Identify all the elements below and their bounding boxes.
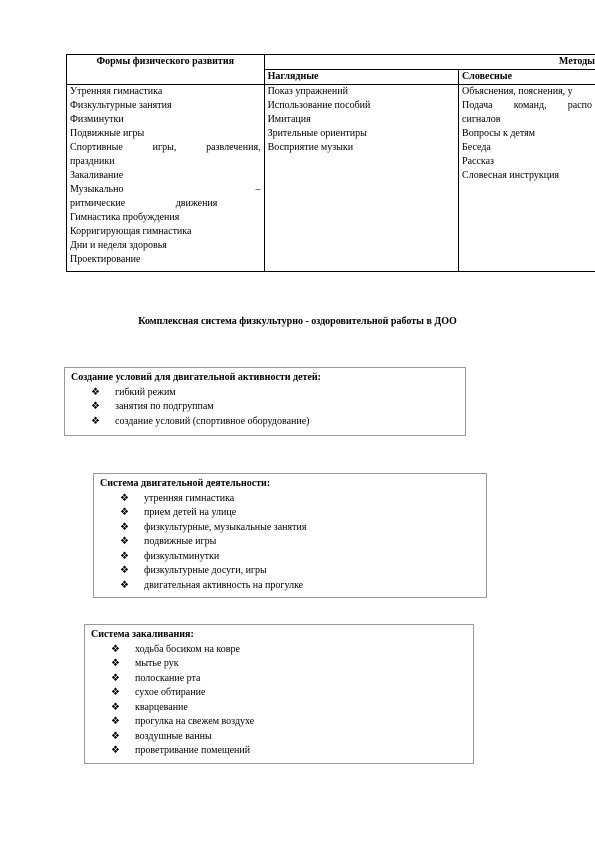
form-item: Утренняя гимнастика (70, 86, 163, 97)
box-title: Система двигательной деятельности: (100, 478, 271, 489)
diamond-bullet-icon: ❖ (111, 745, 120, 756)
section-title: Комплексная система физкультурно - оздоровительной работы в ДОО (138, 316, 457, 327)
list-item: ❖ мытье рук (91, 657, 467, 672)
diamond-bullet-icon: ❖ (120, 536, 129, 547)
diamond-bullet-icon: ❖ (111, 687, 120, 698)
conditions-list (71, 386, 459, 430)
list-item: ❖ ходьба босиком на ковре (91, 643, 467, 658)
visual-item: Показ упражнений (267, 86, 348, 97)
box-title: Система закаливания: (91, 629, 194, 640)
list-item: ❖ подвижные игры (100, 535, 480, 550)
visual-item: Зрительные ориентиры (267, 128, 367, 139)
forms-header: Формы физического развития (67, 55, 265, 85)
verbal-item: Беседа (462, 142, 491, 153)
motor-activity-list (100, 492, 480, 594)
diamond-bullet-icon: ❖ (111, 658, 120, 669)
diamond-bullet-icon: ❖ (91, 415, 100, 427)
form-item: Спортивные игры, развлечения, праздники (70, 142, 261, 167)
list-item: ❖ кварцевание (91, 701, 467, 716)
diamond-bullet-icon: ❖ (111, 701, 120, 713)
hardening-box (84, 624, 474, 764)
conditions-box (64, 367, 466, 436)
diamond-bullet-icon: ❖ (91, 386, 100, 398)
visual-cell (264, 85, 458, 272)
list-item: ❖ полоскание рта (91, 672, 467, 687)
verbal-item: Словесная инструкция (462, 170, 560, 181)
diamond-bullet-icon: ❖ (120, 565, 129, 576)
forms-cell (67, 85, 265, 272)
verbal-item: Подача команд, распо сигналов (462, 100, 593, 125)
hardening-list (91, 643, 467, 759)
visual-item: Использование пособий (267, 100, 371, 111)
verbal-item: Вопросы к детям (462, 128, 536, 139)
form-item: Физминутки (70, 114, 124, 125)
diamond-bullet-icon: ❖ (120, 507, 129, 518)
diamond-bullet-icon: ❖ (120, 521, 129, 533)
verbal-item: Рассказ (462, 156, 495, 167)
list-item: ❖ проветривание помещений (91, 744, 467, 759)
list-item: ❖ прием детей на улице (100, 506, 480, 521)
list-item: ❖ утренняя гимнастика (100, 492, 480, 507)
list-item: ❖ физкультминутки (100, 550, 480, 565)
list-item: ❖ прогулка на свежем воздухе (91, 715, 467, 730)
form-item: Музыкально – ритмические движения (70, 184, 261, 209)
list-item: ❖ гибкий режим (71, 386, 459, 401)
visual-item: Восприятие музыки (267, 142, 354, 153)
verbal-item: Объяснения, пояснения, у (462, 86, 573, 97)
form-item: Физкультурные занятия (70, 100, 172, 111)
diamond-bullet-icon: ❖ (111, 716, 120, 727)
verbal-subheader: Словесные (459, 70, 595, 85)
diamond-bullet-icon: ❖ (91, 401, 100, 412)
list-item: ❖ физкультурные, музыкальные занятия (100, 521, 480, 536)
form-item: Проектирование (70, 254, 141, 265)
diamond-bullet-icon: ❖ (120, 550, 129, 562)
diamond-bullet-icon: ❖ (111, 730, 120, 742)
form-item: Подвижные игры (70, 128, 145, 139)
verbal-cell (459, 85, 595, 272)
list-item: ❖ создание условий (спортивное оборудование) (71, 415, 459, 430)
list-item: ❖ сухое обтирание (91, 686, 467, 701)
diamond-bullet-icon: ❖ (111, 672, 120, 684)
diamond-bullet-icon: ❖ (111, 643, 120, 655)
list-item: ❖ воздушные ванны (91, 730, 467, 745)
list-item: ❖ занятия по подгруппам (71, 400, 459, 415)
methods-table (66, 54, 595, 272)
methods-header: Методы (264, 55, 595, 70)
diamond-bullet-icon: ❖ (120, 579, 129, 591)
visual-item: Имитация (267, 114, 311, 125)
visual-subheader: Наглядные (264, 70, 458, 85)
motor-activity-box (93, 473, 487, 598)
form-item: Корригирующая гимнастика (70, 226, 192, 237)
form-item: Закаливание (70, 170, 124, 181)
list-item: ❖ физкультурные досуги, игры (100, 564, 480, 579)
form-item: Дни и неделя здоровья (70, 240, 167, 251)
box-title: Создание условий для двигательной активности детей: (71, 372, 321, 383)
list-item: ❖ двигательная активность на прогулке (100, 579, 480, 594)
diamond-bullet-icon: ❖ (120, 492, 129, 504)
form-item: Гимнастика пробуждения (70, 212, 180, 223)
